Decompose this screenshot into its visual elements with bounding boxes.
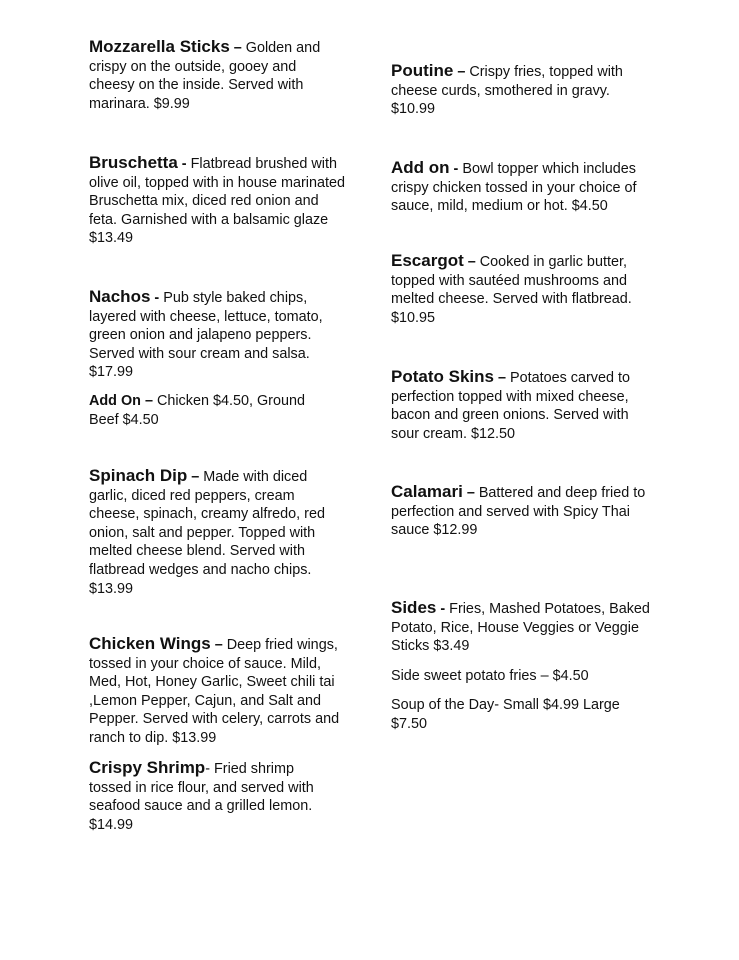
menu-item-calamari (391, 483, 646, 540)
menu-item-soup-of-the-day (391, 696, 653, 733)
item-description: Golden and crispy on the outside, gooey and cheesy on the inside. Served with marinara. $9.99 (89, 40, 321, 112)
menu-item-escargot (391, 252, 653, 327)
item-name: Escargot (391, 251, 464, 270)
item-description: Potatoes carved to perfection topped with mixed cheese, bacon and green onions. Served with sour cream. $12.50 (391, 370, 630, 442)
item-separator: - (436, 601, 450, 617)
item-description: Fries, Mashed Potatoes, Baked Potato, Rice, House Veggies or Veggie Sticks $3.49 (391, 601, 650, 655)
item-description: Pub style baked chips, layered with cheese, lettuce, tomato, green onion and jalapeno peppers. Served with sour cream and salsa. $17.99 (89, 290, 323, 381)
item-name: Potato Skins (391, 367, 494, 386)
menu-item-spinach-dip (89, 467, 344, 598)
menu-item-poutine (391, 62, 646, 119)
item-separator: - (205, 761, 214, 777)
menu-item-potato-skins (391, 368, 646, 443)
item-separator: – (187, 469, 204, 485)
menu-item-bruschetta (89, 154, 349, 248)
item-description: Battered and deep fried to perfection and served with Spicy Thai sauce $12.99 (391, 485, 646, 539)
item-description: Bowl topper which includes crispy chicken tossed in your choice of sauce, mild, medium or hot. $4.50 (391, 161, 637, 215)
menu-item-crispy-shrimp (89, 759, 339, 834)
item-name: Bruschetta (89, 153, 178, 172)
item-description: Soup of the Day- Small $4.99 Large $7.50 (391, 697, 620, 732)
item-separator: – (463, 254, 480, 270)
item-separator: – (462, 485, 479, 501)
menu-item-add-on-bowl (391, 159, 653, 216)
menu-item-chicken-wings (89, 635, 351, 748)
item-name: Spinach Dip (89, 466, 188, 485)
item-description: Crispy fries, topped with cheese curds, smothered in gravy. $10.99 (391, 64, 623, 118)
menu-item-add-on-nachos (89, 392, 329, 429)
item-description: Deep fried wings, tossed in your choice of sauce. Mild, Med, Hot, Honey Garlic, Sweet chili tai ,Lemon Pepper, Cajun, and Salt and Pepper. Served with celery, carrots and ranch to dip. $13.99 (89, 637, 340, 746)
item-description: Cooked in garlic butter, topped with sautéed mushrooms and melted cheese. Served with flatbread. $10.95 (391, 254, 632, 326)
item-name: Sides (391, 598, 437, 617)
item-separator: – (140, 393, 157, 409)
item-name: Mozzarella Sticks (89, 37, 230, 56)
item-name: Nachos (89, 287, 151, 306)
item-separator: – (453, 64, 470, 80)
item-name: Add on (391, 158, 450, 177)
item-name: Add On (89, 393, 141, 409)
item-description: Fried shrimp tossed in rice flour, and served with seafood sauce and a grilled lemon. $14.99 (89, 761, 314, 833)
item-description: Side sweet potato fries – $4.50 (391, 668, 589, 684)
item-description: Made with diced garlic, diced red peppers, cream cheese, spinach, creamy alfredo, red onion, salt and pepper. Topped with melted cheese blend. Served with flatbread wedges and nacho chips. $13.99 (89, 469, 325, 597)
menu-item-nachos (89, 288, 344, 382)
item-description: Chicken $4.50, Ground Beef $4.50 (89, 393, 305, 428)
item-name: Calamari (391, 482, 463, 501)
item-name: Poutine (391, 61, 454, 80)
item-separator: – (229, 40, 246, 56)
item-separator: - (449, 161, 463, 177)
item-separator: - (150, 290, 164, 306)
item-name: Chicken Wings (89, 634, 211, 653)
menu-item-sides (391, 599, 653, 656)
menu-item-mozzarella-sticks (89, 38, 339, 113)
item-separator: – (210, 637, 227, 653)
item-description: Flatbread brushed with olive oil, topped with in house marinated Bruschetta mix, diced red onion and feta. Garnished with a balsamic glaze $13.49 (89, 156, 345, 247)
item-separator: – (493, 370, 510, 386)
item-name: Crispy Shrimp (89, 758, 206, 777)
item-separator: - (177, 156, 191, 172)
menu-item-side-sweet-potato-fries (391, 667, 661, 686)
